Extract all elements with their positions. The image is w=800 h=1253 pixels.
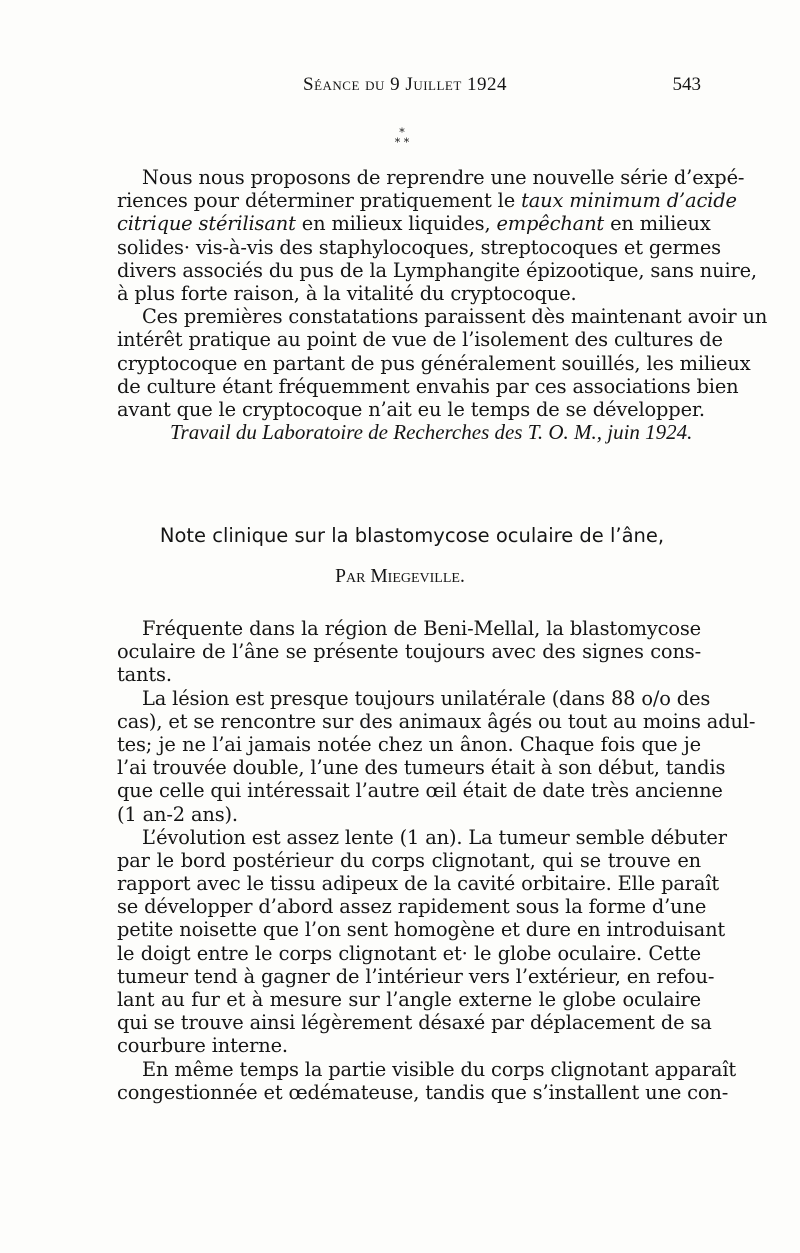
text-line: solides· vis-à-vis des staphylocoques, streptocoques et germes	[117, 235, 721, 259]
asterism-bottom: * *	[394, 136, 410, 149]
text-line: En même temps la partie visible du corps clignotant apparaît	[142, 1057, 737, 1081]
text-line: cryptocoque en partant de pus généralement souillés, les milieux	[117, 351, 751, 375]
text-line: Fréquente dans la région de Beni-Mellal, la blastomycose	[142, 617, 701, 640]
text-line: congestionnée et œdémateuse, tandis que s’installent une con-	[117, 1080, 729, 1104]
text-line: riences pour déterminer pratiquement le taux minimum d’acide	[117, 189, 737, 213]
running-title: Séance du 9 Juillet 1924	[303, 74, 508, 95]
text-line: tumeur tend à gagner de l’intérieur vers l’extérieur, en refou-	[117, 964, 715, 988]
section-1-body	[117, 166, 768, 421]
emphasis: empêchant	[496, 212, 605, 236]
emphasis: taux minimum d’acide	[521, 189, 737, 213]
author-byline: Par Miegeville.	[335, 566, 465, 587]
text-line: par le bord postérieur du corps clignotant, qui se trouve en	[117, 848, 701, 872]
text-line: (1 an-2 ans).	[117, 802, 238, 826]
text-line: citrique stérilisant en milieux liquides, empêchant en milieux	[117, 212, 711, 236]
page-number: 543	[672, 74, 701, 95]
text-line: petite noisette que l’on sent homogène et dure en introduisant	[117, 918, 726, 942]
text-line: lant au fur et à mesure sur l’angle externe le globe oculaire	[117, 988, 701, 1011]
text-line: L’évolution est assez lente (1 an). La tumeur semble débuter	[142, 825, 727, 849]
text-line: tes; je ne l’ai jamais notée chez un ânon. Chaque fois que je	[117, 732, 701, 756]
asterism-separator	[386, 128, 418, 148]
text-line: que celle qui intéressait l’autre œil était de date très ancienne	[117, 779, 723, 803]
text-line: tants.	[117, 663, 172, 687]
text-line: intérêt pratique au point de vue de l’isolement des cultures de	[117, 328, 723, 352]
text-line: rapport avec le tissu adipeux de la cavité orbitaire. Elle paraît	[117, 872, 720, 896]
text-line: oculaire de l’âne se présente toujours avec des signes cons-	[117, 640, 701, 664]
text-line: qui se trouve ainsi légèrement désaxé par déplacement de sa	[117, 1011, 712, 1035]
emphasis: citrique stérilisant	[117, 212, 296, 236]
text-line: courbure interne.	[117, 1034, 288, 1058]
text-line: Ces premières constatations paraissent dès maintenant avoir un	[142, 305, 768, 329]
text-line: l’ai trouvée double, l’une des tumeurs était à son début, tandis	[117, 756, 726, 780]
text-line: à plus forte raison, à la vitalité du cryptocoque.	[117, 281, 577, 305]
asterism-top: *	[399, 126, 405, 139]
text-line: Nous nous proposons de reprendre une nouvelle série d’expé-	[142, 166, 745, 189]
text-line: de culture étant fréquemment envahis par ces associations bien	[117, 374, 739, 398]
page-header	[117, 74, 701, 100]
text-line: se développer d’abord assez rapidement sous la forme d’une	[117, 895, 707, 919]
text-line: le doigt entre le corps clignotant et· le globe oculaire. Cette	[117, 941, 701, 965]
text-line: avant que le cryptocoque n’ait eu le temps de se développer.	[117, 397, 705, 421]
lab-credit: Travail du Laboratoire de Recherches des T. O. M., juin 1924.	[170, 420, 693, 444]
text-line: divers associés du pus de la Lymphangite épizootique, sans nuire,	[117, 258, 757, 282]
text-line: cas), et se rencontre sur des animaux âgés ou tout au moins adul-	[117, 709, 756, 733]
section-2-body	[117, 617, 756, 1104]
text-line: La lésion est presque toujours unilatérale (dans 88 o/o des	[142, 686, 711, 710]
article-title: Note clinique sur la blastomycose oculaire de l’âne,	[159, 524, 665, 547]
